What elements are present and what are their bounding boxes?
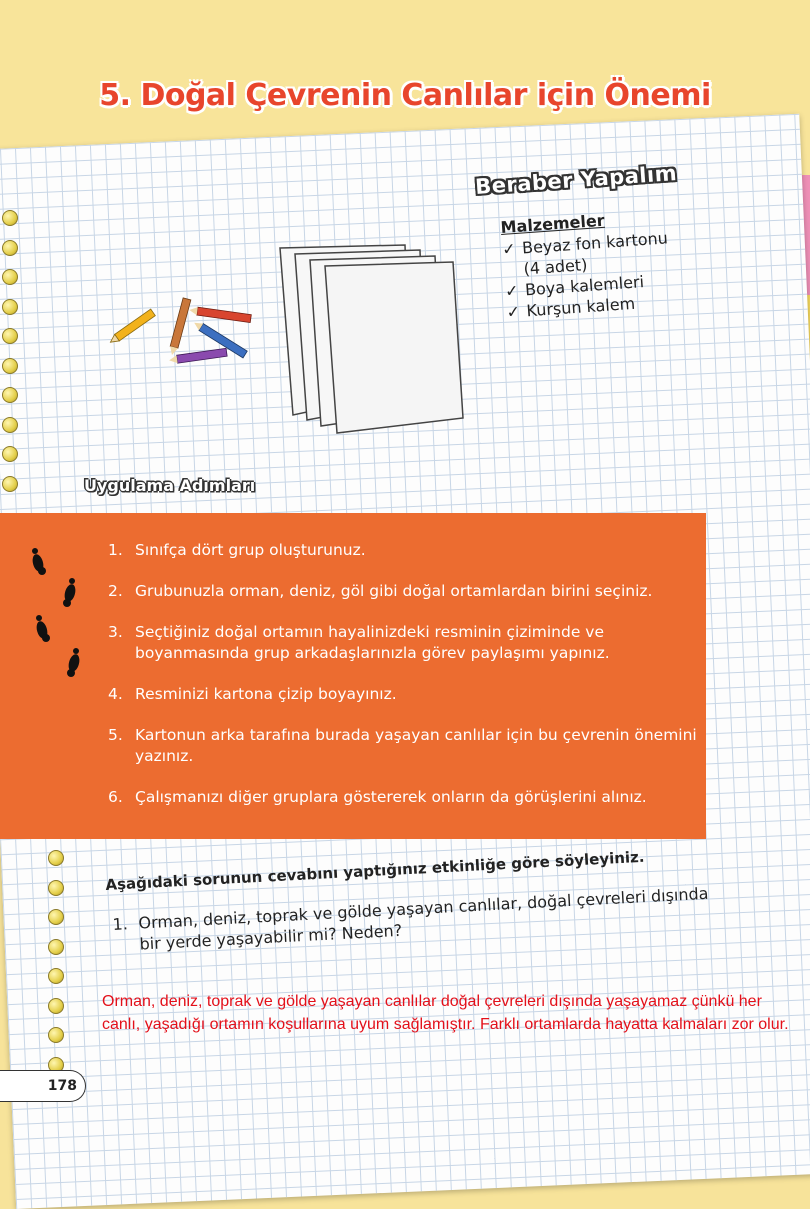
ring-icon xyxy=(2,358,18,374)
ring-icon xyxy=(2,240,18,256)
notebook-rings-lower xyxy=(48,850,78,1086)
ring-icon xyxy=(48,1027,64,1043)
ring-icon xyxy=(48,909,64,925)
steps-heading: Uygulama Adımları xyxy=(84,476,256,495)
ring-icon xyxy=(48,880,64,896)
answer-text: Orman, deniz, toprak ve gölde yaşayan canlılar doğal çevreleri dışında yaşayamaz çünkü her canlı, yaşadığı ortamın koşullarına uyum sağlamıştır. Farklı ortamlarda hayatta kalmaları zor olur. xyxy=(102,993,789,1033)
material-item: ✓ Beyaz fon kartonu xyxy=(501,228,669,259)
activity-heading: Beraber Yapalım xyxy=(474,160,678,200)
ring-icon xyxy=(2,476,18,492)
ring-icon xyxy=(2,299,18,315)
footprints-icon xyxy=(26,545,86,685)
materials-heading: Malzemeler xyxy=(500,210,606,237)
list-item: 5. Kartonun arka tarafına burada yaşayan canlılar için bu çevrenin önemini yazınız. xyxy=(108,726,697,765)
ring-icon xyxy=(48,998,64,1014)
ring-icon xyxy=(48,850,64,866)
ring-icon xyxy=(2,269,18,285)
material-item: ✓ Boya kalemleri xyxy=(504,272,645,301)
page-title: 5. Doğal Çevrenin Canlılar için Önemi xyxy=(99,78,711,113)
list-item: 1. Sınıfça dört grup oluşturunuz. xyxy=(108,541,366,559)
pencil-icon xyxy=(108,309,155,345)
list-item: 6. Çalışmanızı diğer gruplara göstererek onların da görüşlerini alınız. xyxy=(108,788,647,806)
material-item: (4 adet) xyxy=(522,255,588,279)
ring-icon xyxy=(2,417,18,433)
question-heading: Aşağıdaki sorunun cevabını yaptığınız etkinliğe göre söyleyiniz. xyxy=(105,847,645,894)
check-icon: ✓ xyxy=(501,239,517,259)
ring-icon xyxy=(2,387,18,403)
notebook-rings xyxy=(2,210,32,505)
cardboard-sheets-illustration xyxy=(275,240,475,440)
list-item: 4. Resminizi kartona çizip boyayınız. xyxy=(108,685,397,703)
pencil-icon xyxy=(168,298,191,356)
page-number: 178 xyxy=(0,1070,86,1102)
pencil-icon xyxy=(189,306,252,323)
colored-pencils-illustration xyxy=(105,295,265,370)
pencil-icon xyxy=(169,348,228,364)
materials-list xyxy=(500,206,673,322)
check-icon: ✓ xyxy=(505,301,521,322)
ring-icon xyxy=(2,328,18,344)
question-item: 1. Orman, deniz, toprak ve gölde yaşayan canlılar, doğal çevreleri dışında bir yerde yaşayabilir mi? Neden? xyxy=(112,883,709,954)
ring-icon xyxy=(48,968,64,984)
list-item: 3. Seçtiğiniz doğal ortamın hayalinizdeki resminin çiziminde ve boyanmasında grup arkadaşlarınızla görev paylaşımı yapınız. xyxy=(108,623,610,662)
ring-icon xyxy=(48,939,64,955)
material-item: ✓ Kurşun kalem xyxy=(505,293,636,322)
steps-list xyxy=(108,540,698,828)
check-icon: ✓ xyxy=(504,280,520,301)
ring-icon xyxy=(2,446,18,462)
ring-icon xyxy=(2,210,18,226)
list-item: 2. Grubunuzla orman, deniz, göl gibi doğal ortamlardan birini seçiniz. xyxy=(108,582,653,600)
